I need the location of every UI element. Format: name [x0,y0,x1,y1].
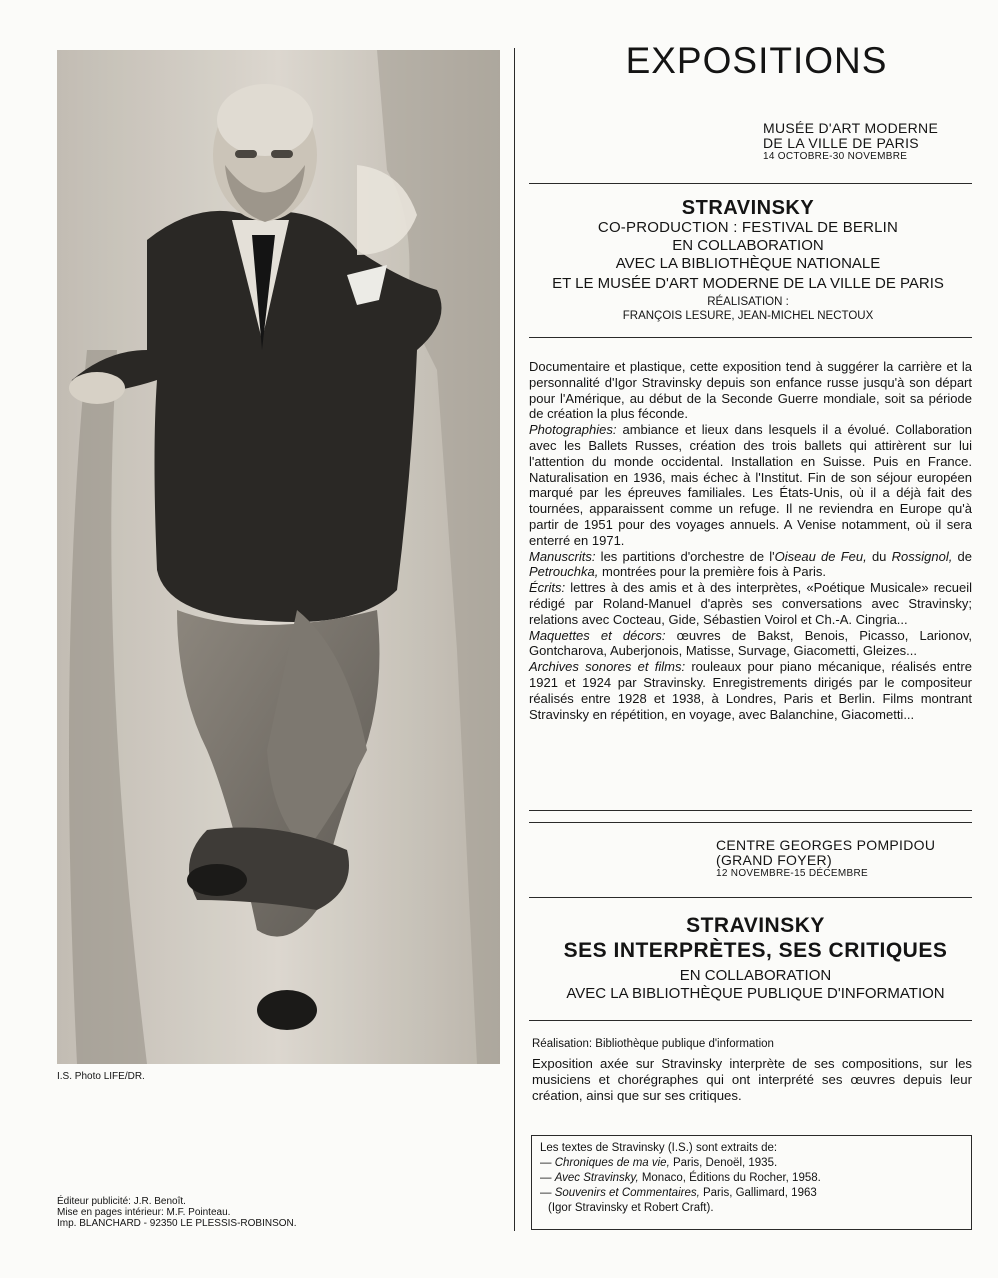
portrait-illustration [57,50,500,1064]
book-details: Paris, Gallimard, 1963 [699,1187,817,1199]
expo2-dates: 12 NOVEMBRE-15 DÉCEMBRE [716,868,868,879]
section-text: de [952,548,972,564]
references-note: (Igor Stravinsky et Robert Craft). [548,1202,714,1214]
work-title: Petrouchka, [529,564,599,580]
expo2-sub1: EN COLLABORATION [679,967,832,984]
expo1-ecrits [529,580,972,627]
expo1-sub3: AVEC LA BIBLIOTHÈQUE NATIONALE [615,255,881,272]
expo1-sub2: EN COLLABORATION [672,237,824,254]
section-text: œuvres de Bakst, Benois, Picasso, Larionov, Gontcharova, Auberjonois, Matisse, Survage, Giacometti, Gleizes... [529,627,972,659]
expo2-realisation [532,1038,774,1050]
expo1-title: STRAVINSKY [681,197,815,219]
page-title: EXPOSITIONS [625,40,888,81]
expo1-photographies [529,422,972,548]
expo1-realisation-label: RÉALISATION : [707,296,789,308]
dash: — [540,1157,555,1169]
expo2-description: Exposition axée sur Stravinsky interprète de ses compositions, sur les musiciens et chorégraphes qui ont interprété ses œuvres depuis leur création, ainsi que sur ses critiques. [532,1056,972,1103]
expo2-header [515,913,996,1003]
book-title: Avec Stravinsky, [554,1172,639,1184]
portrait-photo [57,50,500,1064]
credit-layout: Mise en pages intérieur: M.F. Pointeau. [57,1207,231,1218]
section-text: rouleaux pour piano mécanique, réalisés entre 1921 et 1924 par Stravinsky. Enregistrements dirigés par le compositeur réalisés entre 1928 et 1938, à Londres, Paris et Berlin. Films montrant Stravinsky en répétition, en voyage, avec Balanchine, Giacometti... [529,659,972,722]
section-label: Archives sonores et films: [529,659,686,675]
section-text: les partitions d'orchestre de l' [595,548,775,564]
expo1-venue-line1: MUSÉE D'ART MODERNE [763,120,939,136]
expo1-maquettes [529,628,972,660]
book-title: Souvenirs et Commentaires, [554,1187,700,1199]
divider [529,897,972,898]
expo2-venue-line2: (GRAND FOYER) [716,852,832,868]
divider [529,183,972,184]
section-text: lettres à des amis et à des interprètes, «Poétique Musicale» recueil rédigé par Roland-Manuel d'après ses conversations avec Stravinsky; relations avec Cocteau, Gide, Sébastien Voirol et Ch.-A. Cingria... [529,580,972,627]
section-label: Écrits: [529,580,566,596]
dash: — [540,1172,555,1184]
book-title: Chroniques de ma vie, [554,1157,670,1169]
references-intro: Les textes de Stravinsky (I.S.) sont extraits de: [540,1142,778,1154]
reference-item [540,1171,963,1186]
section-label: Photographies: [529,422,617,438]
expo2-sub2: AVEC LA BIBLIOTHÈQUE PUBLIQUE D'INFORMATION [566,985,945,1002]
expo1-sub1: CO-PRODUCTION : FESTIVAL DE BERLIN [597,219,899,236]
work-title: Rossignol, [891,548,953,564]
dash: — [540,1187,555,1199]
expo1-realisation-names: FRANÇOIS LESURE, JEAN-MICHEL NECTOUX [622,310,874,322]
section-text: montrées pour la première fois à Paris. [598,564,826,580]
credits [57,1196,297,1229]
expo1-archives [529,659,972,722]
expo1-dates: 14 OCTOBRE-30 NOVEMBRE [763,151,908,162]
expo2-realisation-label: Réalisation: [532,1038,593,1050]
section-label: Maquettes et décors: [529,627,666,643]
expo1-intro: Documentaire et plastique, cette exposition tend à suggérer la carrière et la personnalité d'Igor Stravinsky depuis son enfance russe jusqu'à son départ pour l'Amérique, au début de la Seconde Guerre mondiale, soit sa période de création la plus féconde. [529,359,972,422]
section-text: du [866,548,892,564]
work-title: Oiseau de Feu, [774,548,867,564]
expo1-venue [763,121,938,162]
expo1-body [529,359,972,722]
expo2-title1: STRAVINSKY [686,914,825,937]
divider [529,810,972,811]
reference-item [540,1186,963,1201]
section-text: ambiance et lieux dans lesquels il a évolué. Collaboration avec les Ballets Russes, création des trois ballets qui attirèrent sur lui l'attention du monde occidental. Installation en Suisse. Puis en France. Naturalisation en 1936, mais échec à l'Institut. Fin de son séjour européen marqué par les épreuves familiales. Les États-Unis, où il a déjà fait des tournées, apparaissent comme un refuge. Il ne reviendra en Europe qu'à partir de 1951 pour des voyages annuels. A Venise notamment, où il sera enterré en 1971. [529,422,972,548]
references-box [531,1135,972,1230]
expo2-venue-line1: CENTRE GEORGES POMPIDOU [716,837,936,853]
expo2-realisation-text: Bibliothèque publique d'information [592,1038,774,1050]
divider [529,822,972,823]
expo1-sub4: ET LE MUSÉE D'ART MODERNE DE LA VILLE DE PARIS [552,275,944,292]
reference-item [540,1156,963,1171]
divider [529,1020,972,1021]
book-details: Paris, Denoël, 1935. [669,1157,778,1169]
section-label: Manuscrits: [529,548,596,564]
credit-printer: Imp. BLANCHARD - 92350 LE PLESSIS-ROBINSON. [57,1218,297,1229]
divider [529,337,972,338]
expo1-venue-line2: DE LA VILLE DE PARIS [763,135,919,151]
photo-caption: I.S. Photo LIFE/DR. [57,1071,145,1082]
book-details: Monaco, Éditions du Rocher, 1958. [638,1172,821,1184]
credit-editor: Éditeur publicité: J.R. Benoît. [57,1196,186,1207]
expo2-title2: SES INTERPRÈTES, SES CRITIQUES [563,939,948,962]
expo1-manuscrits [529,549,972,581]
expo2-venue [716,838,935,879]
expo1-header [515,197,981,323]
